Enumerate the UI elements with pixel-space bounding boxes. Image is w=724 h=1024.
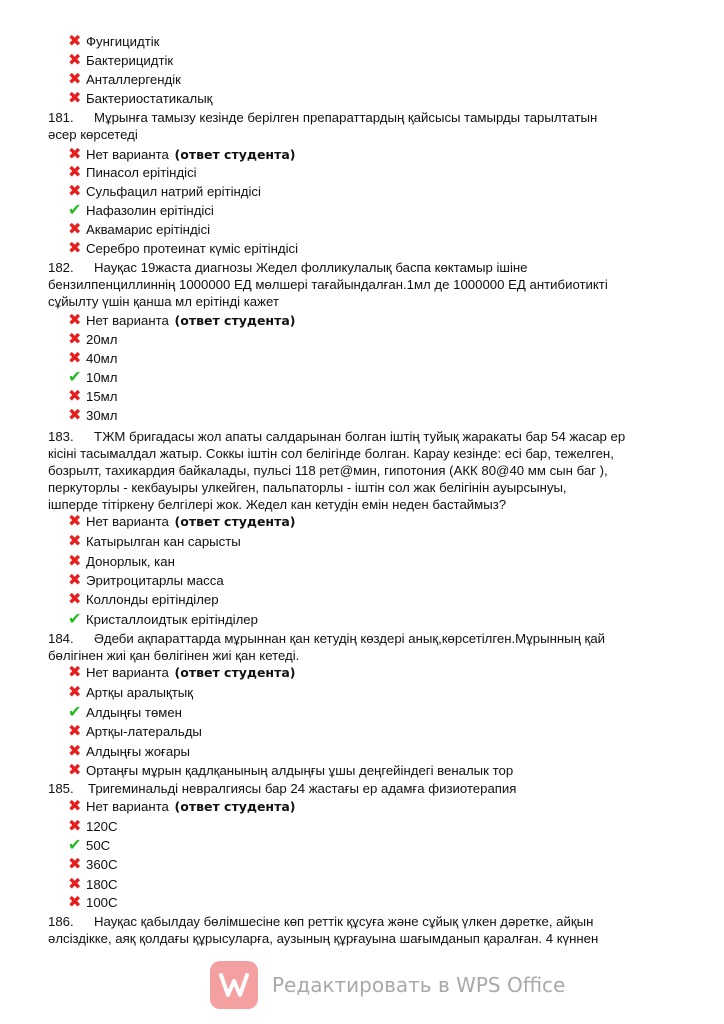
option-q185-6: ✖ 100С <box>68 894 118 911</box>
option-q185-2: ✖ 120С <box>68 818 118 835</box>
option-q180-3: ✖ Анталлергендік <box>68 71 181 88</box>
option-q181-2: ✖ Пинасол ерітіндісі <box>68 164 197 181</box>
option-q182-3: ✖ 40мл <box>68 350 118 367</box>
wrong-mark-icon: ✖ <box>68 743 82 760</box>
option-q181-4: ✔ Нафазолин ерітіндісі <box>68 202 214 219</box>
student-answer-note: (ответ студента) <box>174 313 296 328</box>
wrong-mark-icon: ✖ <box>68 553 82 570</box>
student-answer-note: (ответ студента) <box>174 147 296 162</box>
question-185: 185. Тригеминальді невралгиясы бар 24 жастағы ер адамға физиотерапия <box>48 781 517 796</box>
wrong-mark-icon: ✖ <box>68 33 82 50</box>
option-q184-1: ✖ Нет варианта (ответ студента) <box>68 664 296 681</box>
wrong-mark-icon: ✖ <box>68 513 82 530</box>
correct-check-icon: ✔ <box>68 837 82 854</box>
correct-check-icon: ✔ <box>68 202 82 219</box>
option-q181-6: ✖ Серебро протеинат күміс ерітіндісі <box>68 240 299 257</box>
option-q185-5: ✖ 180С <box>68 876 118 893</box>
option-q182-1: ✖ Нет варианта (ответ студента) <box>68 312 296 329</box>
wrong-mark-icon: ✖ <box>68 90 82 107</box>
option-q183-1: ✖ Нет варианта (ответ студента) <box>68 513 296 530</box>
correct-check-icon: ✔ <box>68 369 82 386</box>
option-q185-4: ✖ 360С <box>68 856 118 873</box>
question-number: 186. <box>48 914 74 929</box>
option-q185-3: ✔ 50С <box>68 837 111 854</box>
wps-edit-label[interactable]: Редактировать в WPS Office <box>272 973 566 997</box>
wrong-mark-icon: ✖ <box>68 876 82 893</box>
wrong-mark-icon: ✖ <box>68 146 82 163</box>
wrong-mark-icon: ✖ <box>68 221 82 238</box>
wrong-mark-icon: ✖ <box>68 856 82 873</box>
wrong-mark-icon: ✖ <box>68 818 82 835</box>
option-q184-4: ✖ Артқы-латеральды <box>68 723 202 740</box>
wrong-mark-icon: ✖ <box>68 591 82 608</box>
student-answer-note: (ответ студента) <box>174 514 296 529</box>
wrong-mark-icon: ✖ <box>68 52 82 69</box>
question-184: 184. Әдеби ақпараттарда мұрыннан қан кетудің көздері анық,көрсетілген.Мұрынның қай бөлігінен жиі қан бөлігінен жиі қан кетеді. <box>48 631 606 663</box>
option-q184-6: ✖ Ортаңғы мұрын қадлқанының алдыңғы ұшы деңгейіндегі веналык тор <box>68 762 514 779</box>
wrong-mark-icon: ✖ <box>68 684 82 701</box>
question-183: 183. ТЖМ бригадасы жол апаты салдарынан болган іштің туйық жаракаты бар 54 жасар ер кісіні тасымалдал жатыр. Соккы іштін сол белігінде болган. Карау кезінде: есі бар, тежелген, бозрылт, тахикардия байкалады, пульсі 118 рет@мин, гипотония (АКК 80@40 мм сын баг ), перкуторлы - кекбауыры улкейген, пальпаторлы - іштін сол жак белігінін ауырсынуы, ішперде тітіркену белгілері жок. Жедел кан кетудін емін неден бастаймыз? <box>48 429 626 512</box>
wps-w-icon <box>210 961 258 1009</box>
wrong-mark-icon: ✖ <box>68 664 82 681</box>
question-number: 182. <box>48 260 74 275</box>
question-182: 182. Науқас 19жаста диагнозы Жедел фолликулалық баспа көктамыр ішіне бензилпенциллиннің 1000000 ЕД мөлшері тағайындалған.1мл де 1000000 ЕД антибиотикті сұйылту үшін қанша мл ерітінді кажет <box>48 260 608 309</box>
question-number: 185. <box>48 781 74 796</box>
option-q183-3: ✖ Донорлык, кан <box>68 553 175 570</box>
wrong-mark-icon: ✖ <box>68 533 82 550</box>
correct-check-icon: ✔ <box>68 611 82 628</box>
option-q183-4: ✖ Эритроцитарлы масса <box>68 572 224 589</box>
option-q183-2: ✖ Катырылган кан сарысты <box>68 533 241 550</box>
question-number: 184. <box>48 631 74 646</box>
wrong-mark-icon: ✖ <box>68 407 82 424</box>
option-q183-6: ✔ Кристаллоидтык ерітінділер <box>68 611 258 628</box>
option-q184-2: ✖ Артқы аралықтық <box>68 684 194 701</box>
option-q183-5: ✖ Коллонды ерітінділер <box>68 591 219 608</box>
option-q182-5: ✖ 15мл <box>68 388 118 405</box>
student-answer-note: (ответ студента) <box>174 665 296 680</box>
question-number: 181. <box>48 110 74 125</box>
option-q181-3: ✖ Сульфацил натрий ерітіндісі <box>68 183 261 200</box>
option-q180-4: ✖ Бактериостатикалық <box>68 90 213 107</box>
question-number: 183. <box>48 429 74 444</box>
wrong-mark-icon: ✖ <box>68 723 82 740</box>
option-q182-6: ✖ 30мл <box>68 407 118 424</box>
question-181: 181. Мұрынға тамызу кезінде берілген препараттардың қайсысы тамырды тарылтатын әсер көрсетеді <box>48 110 598 142</box>
option-q184-5: ✖ Алдыңғы жоғары <box>68 743 191 760</box>
question-186: 186. Науқас қабылдау бөлімшесіне көп реттік құсуға және сұйық үлкен дәретке, айқын әлсіздікке, аяқ қолдағы құрысуларға, аузының құрғауына шағымданып қаралған. 4 күннен <box>48 914 599 946</box>
wrong-mark-icon: ✖ <box>68 894 82 911</box>
wrong-mark-icon: ✖ <box>68 71 82 88</box>
wps-edit-banner[interactable] <box>210 958 566 1014</box>
option-q180-2: ✖ Бактерицидтік <box>68 52 174 69</box>
wrong-mark-icon: ✖ <box>68 183 82 200</box>
wrong-mark-icon: ✖ <box>68 240 82 257</box>
option-q182-4: ✔ 10мл <box>68 369 118 386</box>
option-q181-5: ✖ Аквамарис ерітіндісі <box>68 221 211 238</box>
wrong-mark-icon: ✖ <box>68 798 82 815</box>
wrong-mark-icon: ✖ <box>68 762 82 779</box>
wrong-mark-icon: ✖ <box>68 572 82 589</box>
wrong-mark-icon: ✖ <box>68 164 82 181</box>
wrong-mark-icon: ✖ <box>68 350 82 367</box>
student-answer-note: (ответ студента) <box>174 799 296 814</box>
wrong-mark-icon: ✖ <box>68 388 82 405</box>
wrong-mark-icon: ✖ <box>68 331 82 348</box>
option-q182-2: ✖ 20мл <box>68 331 118 348</box>
option-q180-1: ✖ Фунгицидтік <box>68 33 160 50</box>
wrong-mark-icon: ✖ <box>68 312 82 329</box>
option-q181-1: ✖ Нет варианта (ответ студента) <box>68 146 296 163</box>
correct-check-icon: ✔ <box>68 704 82 721</box>
option-q184-3: ✔ Алдыңғы төмен <box>68 704 182 721</box>
option-q185-1: ✖ Нет варианта (ответ студента) <box>68 798 296 815</box>
